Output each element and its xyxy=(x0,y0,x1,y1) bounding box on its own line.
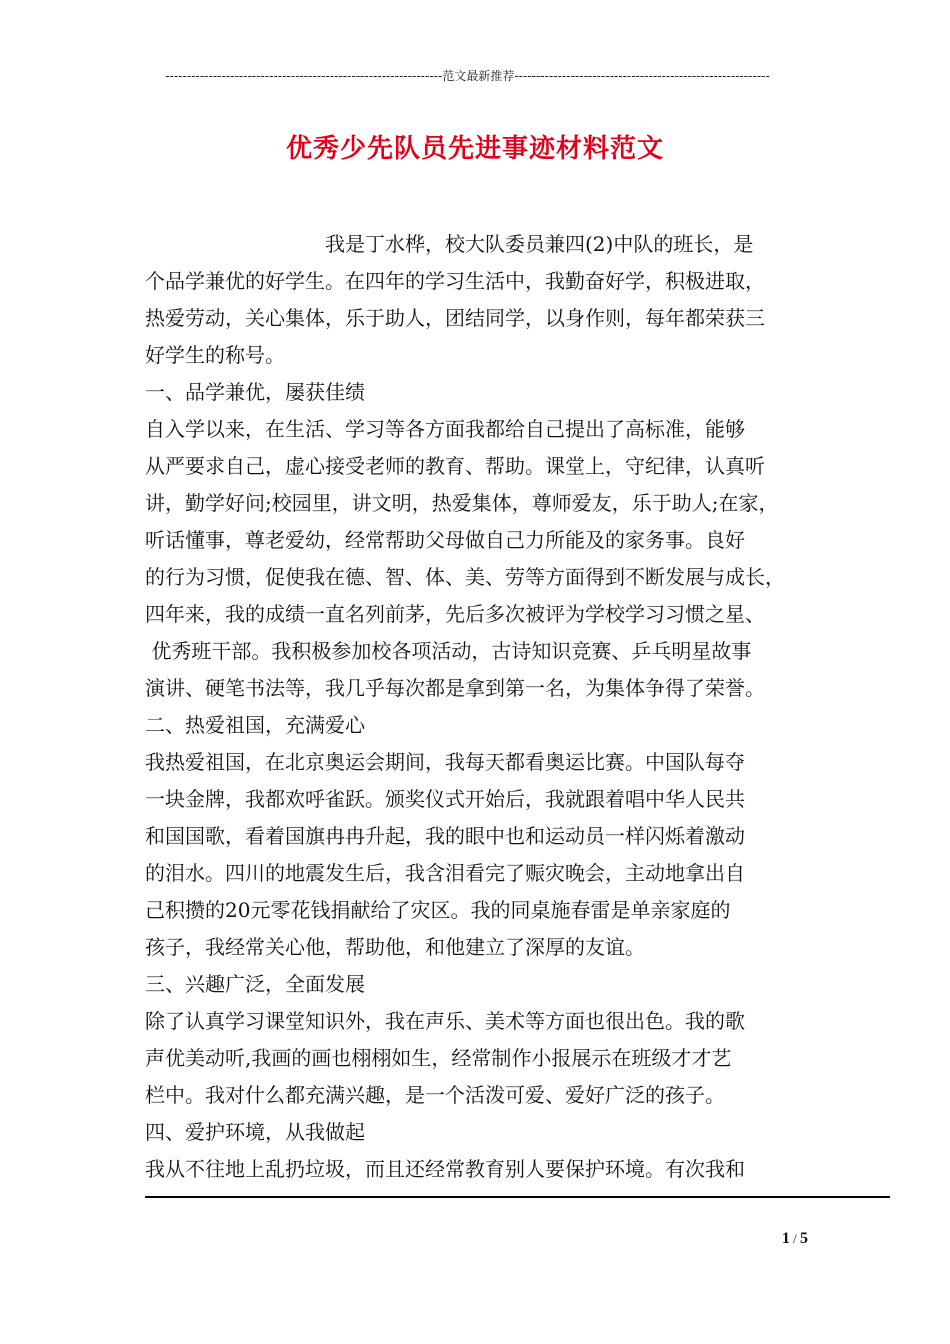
section-heading: 二、热爱祖国，充满爱心 xyxy=(145,713,365,737)
footer-rule xyxy=(145,1196,890,1198)
paragraph-line: 栏中。我对什么都充满兴趣，是一个活泼可爱、爱好广泛的孩子。 xyxy=(145,1083,725,1107)
paragraph-line: 除了认真学习课堂知识外，我在声乐、美术等方面也很出色。我的歌 xyxy=(145,1009,745,1033)
paragraph-line: 优秀班干部。我积极参加校各项活动，古诗知识竞赛、乒乓明星故事 xyxy=(145,639,752,663)
paragraph-line: 四年来，我的成绩一直名列前茅，先后多次被评为学校学习习惯之星、 xyxy=(145,602,765,626)
paragraph-line: 的泪水。四川的地震发生后，我含泪看完了赈灾晚会，主动地拿出自 xyxy=(145,861,745,885)
paragraph-line: 己积攒的20元零花钱捐献给了灾区。我的同桌施春雷是单亲家庭的 xyxy=(145,898,731,922)
page-separator: / xyxy=(789,1231,800,1246)
page-header: ----------------------------------------------------------------范文最新推荐----------------------------------------------------------- xyxy=(165,69,770,83)
paragraph-line: 和国国歌，看着国旗冉冉升起，我的眼中也和运动员一样闪烁着激动 xyxy=(145,824,745,848)
paragraph-line: 我从不往地上乱扔垃圾，而且还经常教育别人要保护环境。有次我和 xyxy=(145,1157,745,1181)
paragraph-line: 个品学兼优的好学生。在四年的学习生活中，我勤奋好学，积极进取， xyxy=(145,269,765,293)
paragraph-line: 孩子，我经常关心他，帮助他，和他建立了深厚的友谊。 xyxy=(145,935,645,959)
current-page: 1 xyxy=(781,1230,790,1247)
paragraph-line: 演讲、硬笔书法等，我几乎每次都是拿到第一名，为集体争得了荣誉。 xyxy=(145,676,765,700)
section-heading: 一、品学兼优，屡获佳绩 xyxy=(145,380,365,404)
paragraph-line: 的行为习惯，促使我在德、智、体、美、劳等方面得到不断发展与成长， xyxy=(145,565,785,589)
paragraph-line: 自入学以来，在生活、学习等各方面我都给自己提出了高标准，能够 xyxy=(145,417,745,441)
section-heading: 三、兴趣广泛，全面发展 xyxy=(145,972,365,996)
paragraph-line: 好学生的称号。 xyxy=(145,343,285,367)
paragraph-line: 听话懂事，尊老爱幼，经常帮助父母做自己力所能及的家务事。良好 xyxy=(145,528,745,552)
page-number xyxy=(760,1230,808,1248)
section-heading: 四、爱护环境，从我做起 xyxy=(145,1120,365,1144)
paragraph-line: 一块金牌，我都欢呼雀跃。颁奖仪式开始后，我就跟着唱中华人民共 xyxy=(145,787,745,811)
paragraph-line: 我热爱祖国，在北京奥运会期间，我每天都看奥运比赛。中国队每夺 xyxy=(145,750,745,774)
total-pages: 5 xyxy=(800,1230,808,1247)
paragraph-line: 热爱劳动，关心集体，乐于助人，团结同学，以身作则，每年都荣获三 xyxy=(145,306,765,330)
paragraph-line: 讲，勤学好问;校园里，讲文明，热爱集体，尊师爱友，乐于助人;在家， xyxy=(145,491,779,515)
paragraph-line: 我是丁水桦，校大队委员兼四(2)中队的班长，是 xyxy=(325,232,754,256)
paragraph-line: 从严要求自己，虚心接受老师的教育、帮助。课堂上，守纪律，认真听 xyxy=(145,454,765,478)
paragraph-line: 声优美动听,我画的画也栩栩如生，经常制作小报展示在班级才才艺 xyxy=(145,1046,732,1070)
document-body xyxy=(145,226,813,1188)
document-title: 优秀少先队员先进事迹材料范文 xyxy=(285,134,664,164)
